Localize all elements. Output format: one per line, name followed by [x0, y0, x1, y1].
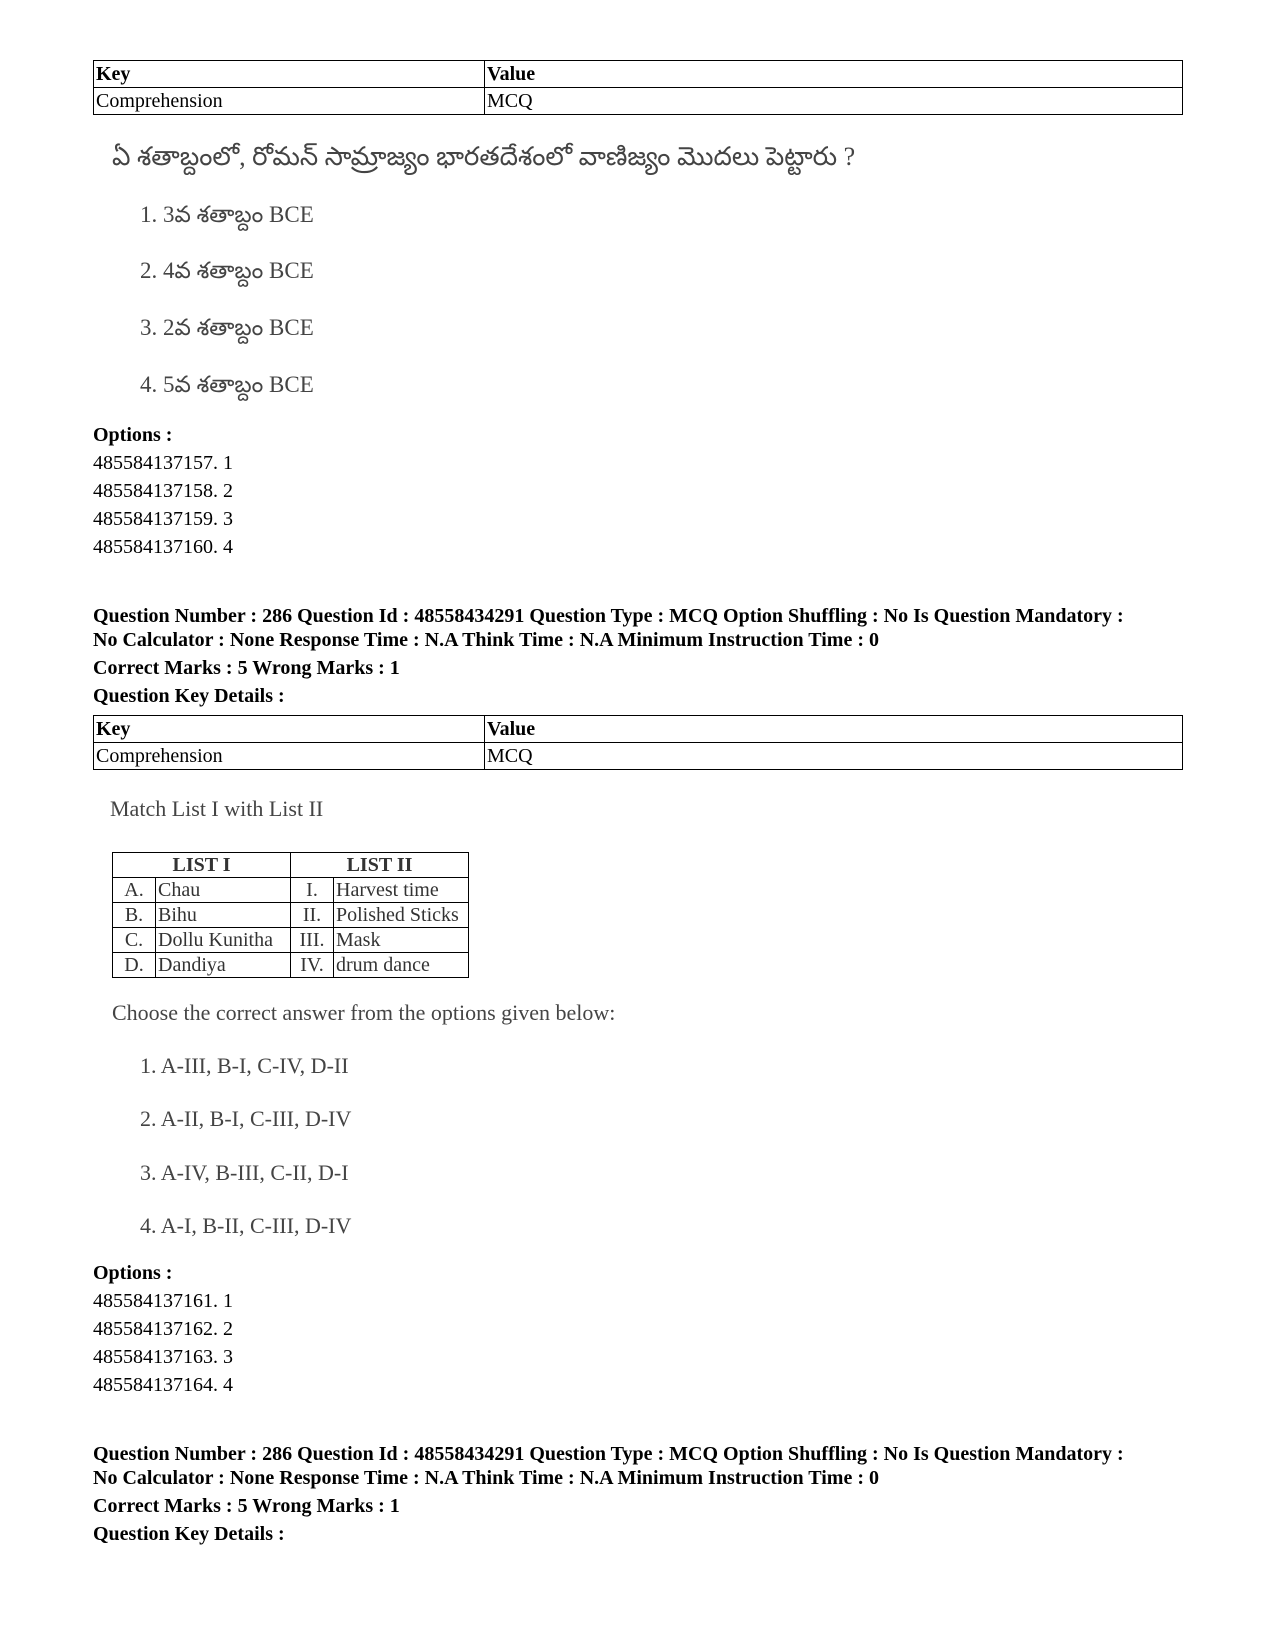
question-1-choice-3: 3. 2వ శతాబ్దం BCE — [140, 315, 314, 340]
list-1-header: LIST I — [113, 853, 291, 878]
key-cell: Comprehension — [94, 88, 485, 115]
value-cell: MCQ — [485, 88, 1183, 115]
table-row — [113, 878, 469, 903]
option-id-2: 485584137162. 2 — [93, 1318, 233, 1340]
key-value-table-2 — [93, 715, 1183, 770]
question-1-choice-1: 1. 3వ శతాబ్దం BCE — [140, 202, 314, 227]
table-row — [113, 903, 469, 928]
table-row — [94, 743, 1183, 770]
option-id-1: 485584137161. 1 — [93, 1290, 233, 1312]
match-list-table — [112, 852, 469, 978]
list-2-index: II. — [291, 903, 334, 928]
list-1-index: C. — [113, 928, 156, 953]
question-1-choice-4: 4. 5వ శతాబ్దం BCE — [140, 372, 314, 397]
table-row — [113, 953, 469, 978]
question-2-instruction: Choose the correct answer from the options given below: — [112, 1000, 616, 1025]
option-id-4: 485584137164. 4 — [93, 1374, 233, 1396]
list-1-index: A. — [113, 878, 156, 903]
question-2-marks: Correct Marks : 5 Wrong Marks : 1 — [93, 657, 400, 679]
list-1-index: B. — [113, 903, 156, 928]
question-3-key-details-label: Question Key Details : — [93, 1523, 285, 1545]
option-id-2: 485584137158. 2 — [93, 480, 233, 502]
table-header-row — [94, 61, 1183, 88]
question-3-marks: Correct Marks : 5 Wrong Marks : 1 — [93, 1495, 400, 1517]
question-2-key-details-label: Question Key Details : — [93, 685, 285, 707]
value-header: Value — [485, 716, 1183, 743]
list-1-item: Chau — [156, 878, 291, 903]
value-cell: MCQ — [485, 743, 1183, 770]
list-2-item: Harvest time — [334, 878, 469, 903]
table-row — [113, 928, 469, 953]
list-2-index: IV. — [291, 953, 334, 978]
question-2-meta-line-2: No Calculator : None Response Time : N.A Think Time : N.A Minimum Instruction Time : 0 — [93, 629, 879, 651]
list-1-index: D. — [113, 953, 156, 978]
question-1-choice-2: 2. 4వ శతాబ్దం BCE — [140, 258, 314, 283]
question-2-choice-2: 2. A-II, B-I, C-III, D-IV — [140, 1106, 352, 1131]
list-2-item: Polished Sticks — [334, 903, 469, 928]
option-id-3: 485584137159. 3 — [93, 508, 233, 530]
question-2-choice-1: 1. A-III, B-I, C-IV, D-II — [140, 1053, 349, 1078]
list-1-item: Dollu Kunitha — [156, 928, 291, 953]
key-cell: Comprehension — [94, 743, 485, 770]
question-2-choice-3: 3. A-IV, B-III, C-II, D-I — [140, 1160, 349, 1185]
question-2-prompt: Match List I with List II — [110, 796, 324, 821]
match-list-header-row — [113, 853, 469, 878]
list-2-index: I. — [291, 878, 334, 903]
option-id-1: 485584137157. 1 — [93, 452, 233, 474]
list-2-item: Mask — [334, 928, 469, 953]
options-label-1: Options : — [93, 424, 173, 446]
list-2-item: drum dance — [334, 953, 469, 978]
key-value-table-1 — [93, 60, 1183, 115]
list-2-header: LIST II — [291, 853, 469, 878]
option-id-3: 485584137163. 3 — [93, 1346, 233, 1368]
options-label-2: Options : — [93, 1262, 173, 1284]
question-3-meta-line-1: Question Number : 286 Question Id : 48558434291 Question Type : MCQ Option Shuffling : No Is Question Mandatory : — [93, 1443, 1124, 1465]
question-2-choice-4: 4. A-I, B-II, C-III, D-IV — [140, 1213, 352, 1238]
list-2-index: III. — [291, 928, 334, 953]
table-row — [94, 88, 1183, 115]
question-3-meta-line-2: No Calculator : None Response Time : N.A Think Time : N.A Minimum Instruction Time : 0 — [93, 1467, 879, 1489]
key-header: Key — [94, 61, 485, 88]
table-header-row — [94, 716, 1183, 743]
option-id-4: 485584137160. 4 — [93, 536, 233, 558]
value-header: Value — [485, 61, 1183, 88]
list-1-item: Dandiya — [156, 953, 291, 978]
list-1-item: Bihu — [156, 903, 291, 928]
question-1-text: ఏ శతాబ్దంలో, రోమన్ సామ్రాజ్యం భారతదేశంలో వాణిజ్యం మొదలు పెట్టారు ? — [112, 142, 856, 171]
key-header: Key — [94, 716, 485, 743]
question-2-meta-line-1: Question Number : 286 Question Id : 48558434291 Question Type : MCQ Option Shuffling : No Is Question Mandatory : — [93, 605, 1124, 627]
